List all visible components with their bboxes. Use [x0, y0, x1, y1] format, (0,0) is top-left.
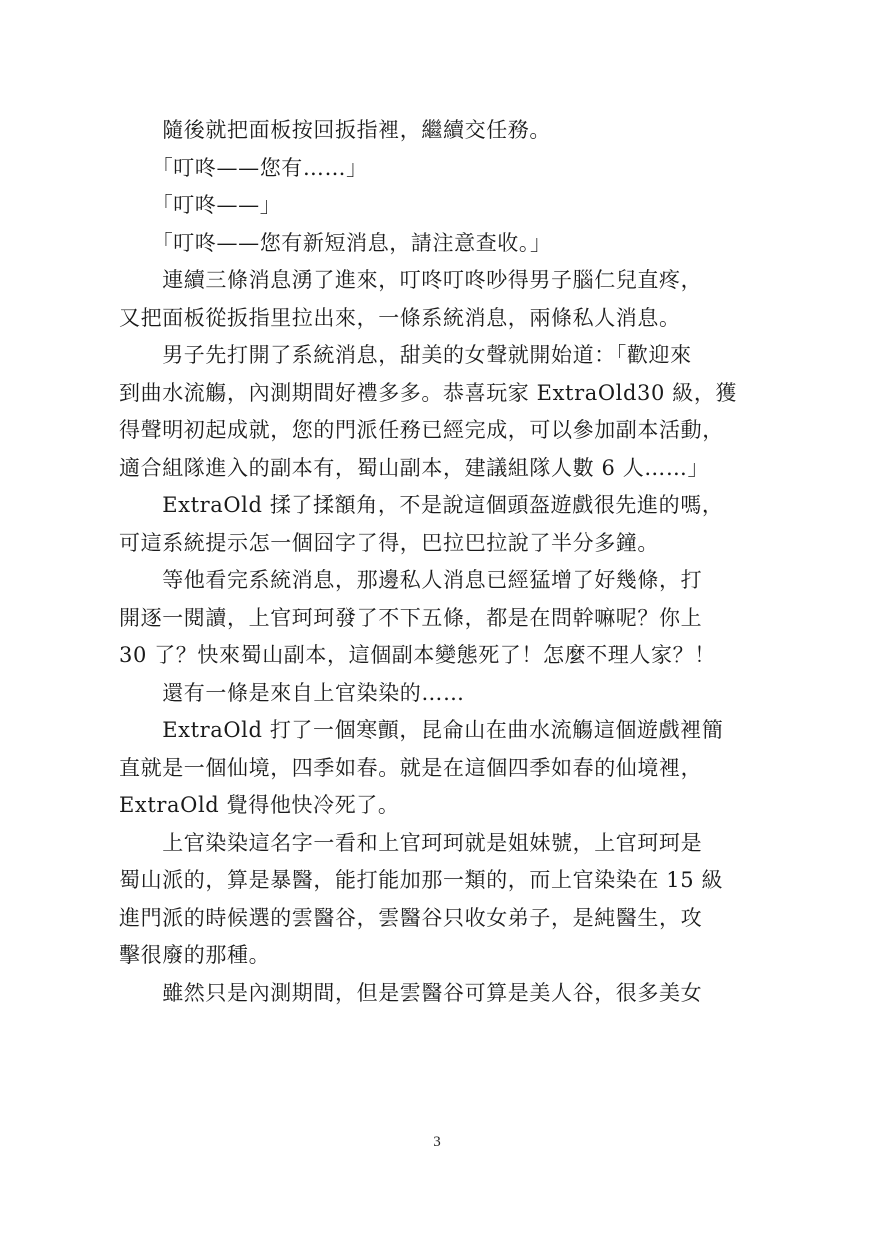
text-line: 到曲水流觴，內測期間好禮多多。恭喜玩家 ExtraOld30 級，獲	[119, 380, 738, 405]
text-line: 蜀山派的，算是暴醫，能打能加那一類的，而上官染染在 15 級	[119, 868, 724, 892]
text-line: 「叮咚——」	[119, 193, 282, 217]
text-line: 連續三條消息湧了進來，叮咚叮咚吵得男子腦仁兒直疼，	[119, 268, 703, 292]
text-line: 男子先打開了系統消息，甜美的女聲就開始道：「歡迎來	[119, 343, 692, 367]
text-line: 上官染染這名字一看和上官珂珂就是姐妹號，上官珂珂是	[119, 830, 703, 855]
text-line: 還有一條是來自上官染染的……	[119, 680, 465, 705]
text-line: 隨後就把面板按回扳指裡，繼續交任務。	[119, 118, 551, 142]
text-line: 適合組隊進入的副本有，蜀山副本，建議組隊人數 6 人……」	[119, 455, 710, 480]
text-line: 30 了？快來蜀山副本，這個副本變態死了！怎麼不理人家？！	[119, 643, 716, 667]
body-text	[119, 112, 759, 1012]
text-line: ExtraOld 打了一個寒顫，昆侖山在曲水流觴這個遊戲裡簡	[119, 718, 724, 742]
text-line: ExtraOld 覺得他快冷死了。	[119, 793, 400, 817]
text-line: 可這系統提示怎一個囧字了得，巴拉巴拉說了半分多鐘。	[119, 530, 659, 555]
text-line: 擊很廢的那種。	[119, 943, 271, 967]
text-line: 進門派的時候選的雲醫谷，雲醫谷只收女弟子，是純醫生，攻	[119, 905, 703, 930]
text-line: ExtraOld 揉了揉額角，不是說這個頭盔遊戲很先進的嗎，	[119, 493, 724, 517]
text-line: 又把面板從扳指里拉出來，一條系統消息，兩條私人消息。	[119, 305, 681, 330]
text-line: 「叮咚——您有新短消息，請注意查收。」	[119, 230, 552, 255]
text-line: 等他看完系統消息，那邊私人消息已經猛增了好幾條，打	[119, 568, 703, 592]
text-line: 開逐一閱讀，上官珂珂發了不下五條，都是在問幹嘛呢？你上	[119, 605, 703, 630]
page-number: 3	[433, 1134, 441, 1150]
text-line: 「叮咚——您有……」	[119, 155, 368, 180]
text-line: 雖然只是內測期間，但是雲醫谷可算是美人谷，很多美女	[119, 980, 703, 1005]
text-line: 直就是一個仙境，四季如春。就是在這個四季如春的仙境裡，	[119, 755, 703, 780]
text-line: 得聲明初起成就，您的門派任務已經完成，可以參加副本活動，	[119, 418, 724, 442]
